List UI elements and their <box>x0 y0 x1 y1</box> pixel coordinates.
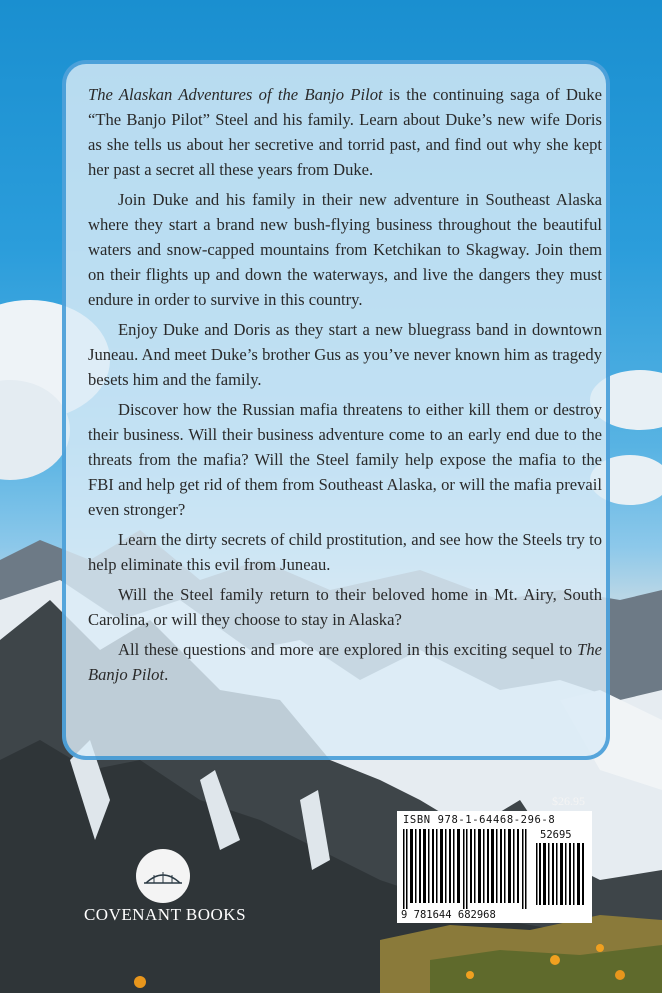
blurb-text: . <box>164 665 169 684</box>
price-label: $26.95 <box>552 794 585 808</box>
blurb-text: All these questions and more are explored in this exciting sequel to <box>118 640 578 659</box>
prequel-title: The Banjo Pilot <box>88 640 602 684</box>
publisher-logo <box>136 849 190 903</box>
blurb-paragraph-6: Will the Steel family return to their beloved home in Mt. Airy, South Carolina, or will they choose to stay in Alaska? <box>88 585 602 629</box>
blurb-paragraph-1 <box>88 82 602 182</box>
isbn-number: ISBN 978-1-64468-296-8 <box>403 814 556 826</box>
addon-barcode-bars <box>535 843 587 905</box>
isbn-barcode <box>397 811 592 923</box>
blurb-paragraph-2: Join Duke and his family in their new adventure in Southeast Alaska where they start a brand new bush-flying business throughout the beautiful waters and snow-capped mountains from Ketchikan to Skagway. Join them on their flights up and down the waterways, and live the dangers they must endure in order to survive in this country. <box>88 190 602 309</box>
ean-number: 9 781644 682968 <box>401 909 496 921</box>
bridge-icon <box>136 849 190 903</box>
blurb-paragraph-5: Learn the dirty secrets of child prostitution, and see how the Steels try to help eliminate this evil from Juneau. <box>88 530 602 574</box>
blurb-paragraph-4: Discover how the Russian mafia threatens to either kill them or destroy their business. Will their business adventure come to an early end due to the threats from the mafia? Will the Steel family help expose the mafia to the FBI and help get rid of them from Southeast Alaska, or will the mafia prevail even stronger? <box>88 400 602 519</box>
ean-barcode-bars <box>401 829 531 909</box>
blurb-paragraph-7 <box>88 637 602 687</box>
book-title: The Alaskan Adventures of the Banjo Pilot <box>88 85 383 104</box>
blurb-paragraph-3: Enjoy Duke and Doris as they start a new bluegrass band in downtown Juneau. And meet Duke’s brother Gus as you’ve never known him as tragedy besets him and the family. <box>88 320 602 389</box>
publisher-name: COVENANT BOOKS <box>83 905 247 924</box>
price-code: 52695 <box>540 829 572 841</box>
blurb-panel <box>62 60 610 760</box>
blurb-text: is the continuing saga of Duke “The Banjo Pilot” Steel and his family. Learn about Duke’s new wife Doris as she tells us about her secretive and torrid past, and find out why she kept her past a secret all these years from Duke. <box>88 85 602 179</box>
